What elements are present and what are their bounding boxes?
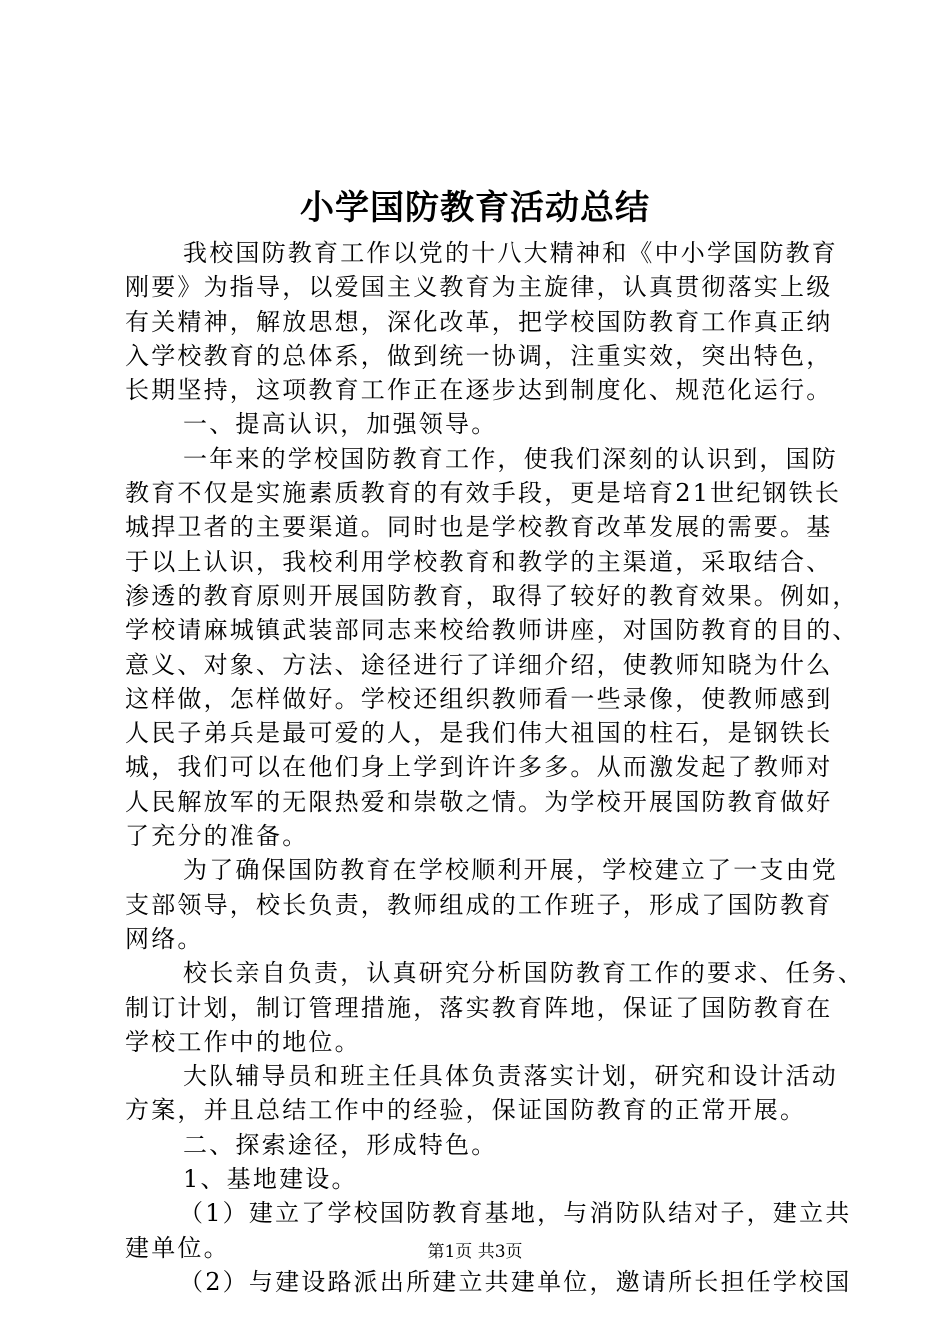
paragraph-line: 学校工作中的地位。 (125, 1027, 361, 1056)
paragraph-line: 了充分的准备。 (125, 822, 309, 851)
paragraph-line: 长期坚持，这项教育工作正在逐步达到制度化、规范化运行。 (125, 376, 833, 405)
paragraph-line: 网络。 (125, 924, 204, 953)
paragraph-line: 渗透的教育原则开展国防教育，取得了较好的教育效果。例如， (125, 581, 859, 610)
paragraph-line: 方案，并且总结工作中的经验，保证国防教育的正常开展。 (125, 1096, 807, 1125)
paragraph-line: 有关精神，解放思想，深化改革，把学校国防教育工作真正纳 (125, 307, 833, 336)
paragraph-line: 学校请麻城镇武装部同志来校给教师讲座，对国防教育的目的、 (125, 616, 859, 645)
page-footer: 第1页 共3页 (427, 1242, 523, 1262)
document-body (125, 236, 865, 1299)
document-title: 小学国防教育活动总结 (300, 188, 650, 228)
paragraph-line: 刚要》为指导，以爱国主义教育为主旋律，认真贯彻落实上级 (125, 273, 833, 302)
paragraph-line: 于以上认识，我校利用学校教育和教学的主渠道，采取结合、 (125, 547, 833, 576)
paragraph-line: 教育不仅是实施素质教育的有效手段，更是培育21世纪钢铁长 (125, 479, 842, 508)
subsection-heading: 1、基地建设。 (183, 1165, 358, 1194)
paragraph-line: 意义、对象、方法、途径进行了详细介绍，使教师知晓为什么 (125, 650, 833, 679)
paragraph-line: 人民子弟兵是最可爱的人，是我们伟大祖国的柱石，是钢铁长 (125, 719, 833, 748)
paragraph-line: 这样做，怎样做好。学校还组织教师看一些录像，使教师感到 (125, 684, 833, 713)
paragraph-line: 城，我们可以在他们身上学到许许多多。从而激发起了教师对 (125, 753, 833, 782)
section-heading: 一、提高认识，加强领导。 (183, 410, 498, 439)
list-item: （1）建立了学校国防教育基地，与消防队结对子，建立共 (179, 1199, 852, 1228)
paragraph-line: 支部领导，校长负责，教师组成的工作班子，形成了国防教育 (125, 890, 833, 919)
paragraph-line: 人民解放军的无限热爱和崇敬之情。为学校开展国防教育做好 (125, 787, 833, 816)
list-item: （2）与建设路派出所建立共建单位，邀请所长担任学校国 (179, 1267, 852, 1296)
paragraph-line: 我校国防教育工作以党的十八大精神和《中小学国防教育 (183, 239, 838, 267)
paragraph-line: 为了确保国防教育在学校顺利开展，学校建立了一支由党 (183, 856, 838, 885)
paragraph-line: 入学校教育的总体系，做到统一协调，注重实效，突出特色， (125, 341, 833, 370)
section-heading: 二、探索途径，形成特色。 (183, 1130, 498, 1159)
paragraph-line: 一年来的学校国防教育工作，使我们深刻的认识到，国防 (183, 444, 838, 473)
paragraph-line: 制订计划，制订管理措施，落实教育阵地，保证了国防教育在 (125, 993, 833, 1022)
paragraph-line: 校长亲自负责，认真研究分析国防教育工作的要求、任务、 (183, 959, 865, 988)
paragraph-line: 建单位。 (125, 1233, 230, 1262)
paragraph-line: 大队辅导员和班主任具体负责落实计划，研究和设计活动 (183, 1062, 838, 1091)
paragraph-line: 城捍卫者的主要渠道。同时也是学校教育改革发展的需要。基 (125, 513, 833, 542)
